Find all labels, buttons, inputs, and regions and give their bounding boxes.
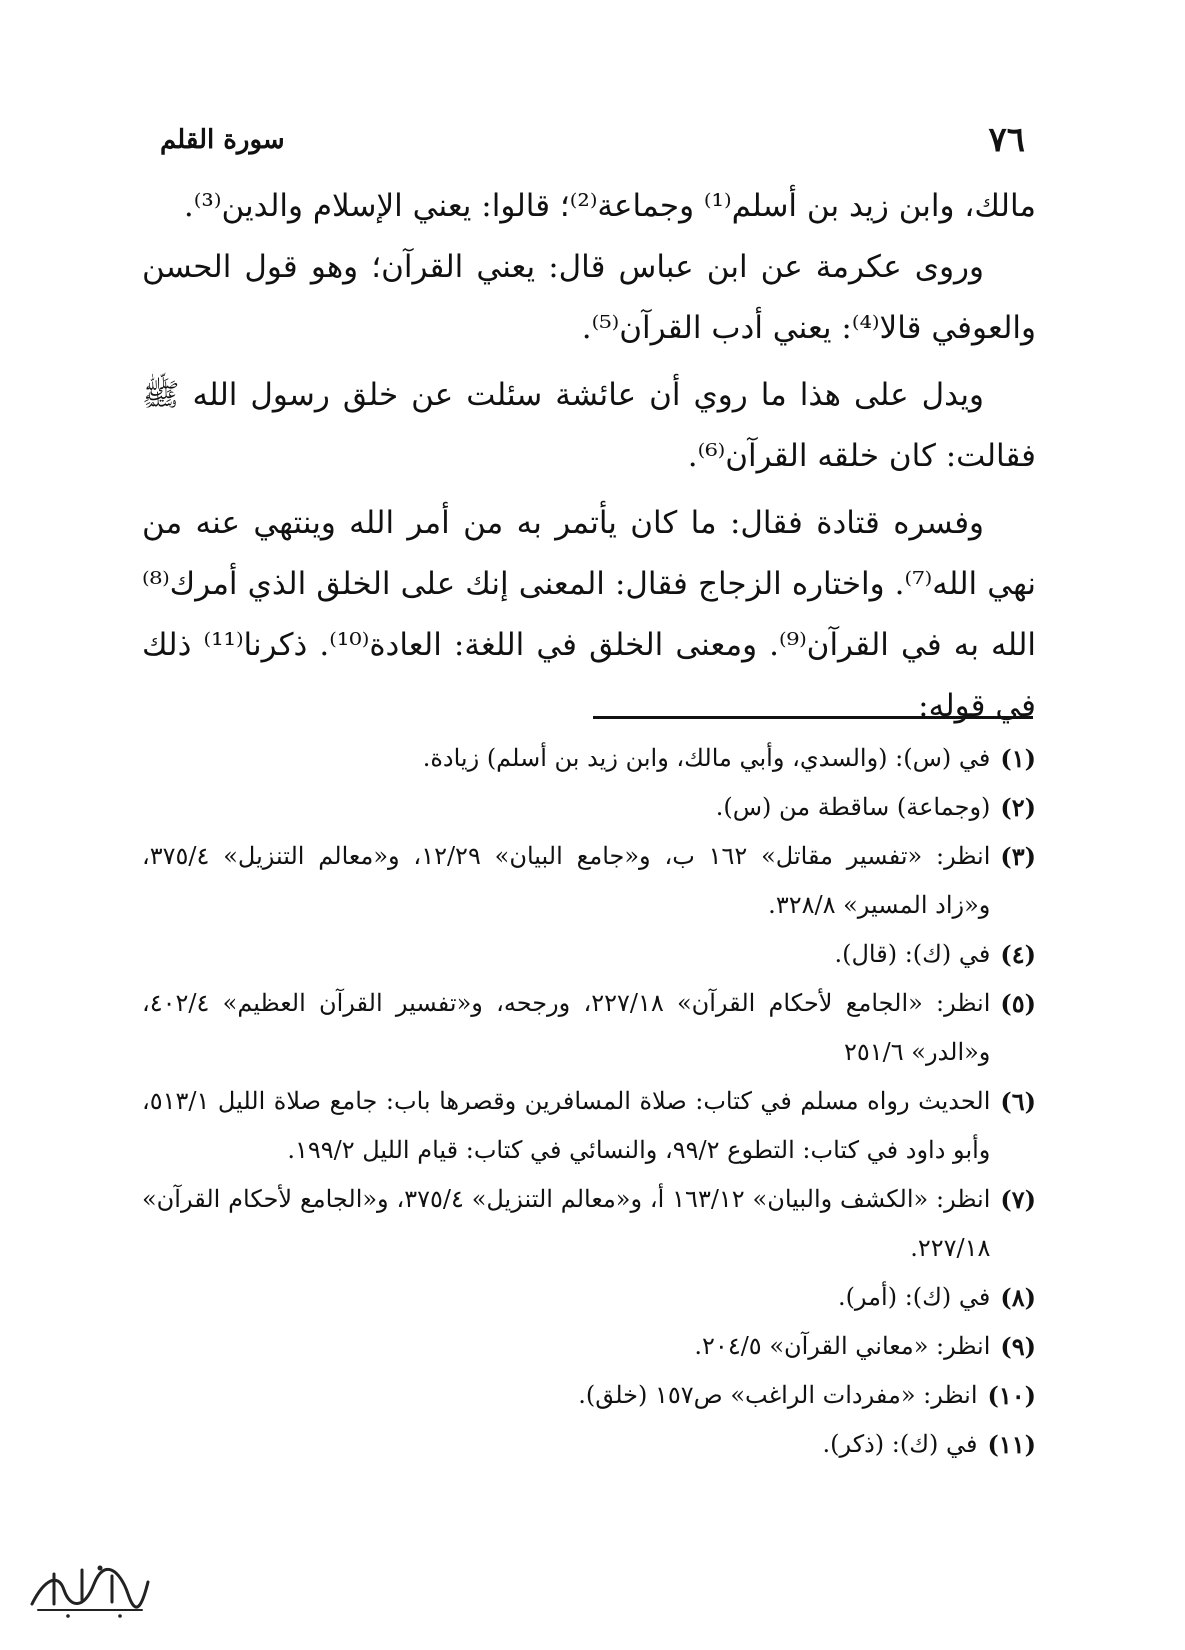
footnote-text: انظر: «الكشف والبيان» ١٦٣/١٢ أ، و«معالم التنزيل» ٣٧٥/٤، و«الجامع لأحكام القرآن» ٢٢٧/١٨. [142, 1185, 991, 1262]
footnote-number: (٩) [1000, 1332, 1036, 1361]
footnote-text: في (ك): (أمر). [837, 1283, 991, 1311]
footnote [142, 1175, 1036, 1273]
footnotes [142, 734, 1036, 1469]
paragraph: وفسره قتادة فقال: ما كان يأتمر به من أمر الله وينتهي عنه من نهي الله⁽⁷⁾. واختاره الزجاج فقال: المعنى إنك على الخلق الذي أمرك⁽⁸⁾ الله به في القرآن⁽⁹⁾. ومعنى الخلق في اللغة: العادة⁽¹⁰⁾. ذكرنا⁽¹¹⁾ ذلك في قوله: [142, 505, 1036, 724]
main-text [142, 176, 1036, 737]
footnote-divider [593, 716, 1033, 719]
footnote [142, 1273, 1036, 1322]
footnote-number: (٤) [1000, 940, 1036, 969]
footnote [142, 1371, 1036, 1420]
footnote [142, 1420, 1036, 1469]
footnote-number: (٣) [1000, 842, 1036, 871]
paragraph: ويدل على هذا ما روي أن عائشة سئلت عن خلق رسول الله ﷺ فقالت: كان خلقه القرآن⁽⁶⁾. [142, 377, 1036, 474]
footnote-text: انظر: «مفردات الراغب» ص١٥٧ (خلق). [578, 1381, 978, 1409]
surah-title: سورة القلم [160, 125, 285, 155]
page-header [160, 110, 1025, 170]
footnote-text: انظر: «الجامع لأحكام القرآن» ٢٢٧/١٨، ورجحه، و«تفسير القرآن العظيم» ٤٠٢/٤، و«الدر» ٢٥١/٦ [142, 989, 991, 1066]
page-number: ٧٦ [988, 120, 1025, 160]
footnote-number: (٢) [1000, 793, 1036, 822]
footnote-number: (١١) [987, 1430, 1036, 1459]
footnote-number: (٧) [1000, 1185, 1036, 1214]
footnote-number: (١) [1000, 744, 1036, 773]
footnote [142, 1077, 1036, 1175]
footnote-text: انظر: «تفسير مقاتل» ١٦٢ ب، و«جامع البيان» ١٢/٢٩، و«معالم التنزيل» ٣٧٥/٤، و«زاد المسير» ٣٢٨/٨. [142, 842, 991, 919]
footnote-text: الحديث رواه مسلم في كتاب: صلاة المسافرين وقصرها باب: جامع صلاة الليل ٥١٣/١، وأبو داود في كتاب: التطوع ٩٩/٢، والنسائي في كتاب: قيام الليل ١٩٩/٢. [142, 1087, 991, 1164]
footnote-text: (وجماعة) ساقطة من (س). [715, 793, 991, 821]
paragraph: وروى عكرمة عن ابن عباس قال: يعني القرآن؛ وهو قول الحسن والعوفي قالا⁽⁴⁾: يعني أدب القرآن⁽⁵⁾. [142, 249, 1036, 346]
footnote [142, 930, 1036, 979]
footnote-text: في (ك): (قال). [834, 940, 991, 968]
footnote [142, 979, 1036, 1077]
footnote [142, 832, 1036, 930]
footnote-text: انظر: «معاني القرآن» ٢٠٤/٥. [694, 1332, 991, 1360]
footnote [142, 783, 1036, 832]
paragraph: مالك، وابن زيد بن أسلم⁽¹⁾ وجماعة⁽²⁾؛ قالوا: يعني الإسلام والدين⁽³⁾. [183, 188, 1036, 224]
footnote-number: (٥) [1000, 989, 1036, 1018]
footnote-number: (٨) [1000, 1283, 1036, 1312]
footnote-number: (٦) [1000, 1087, 1036, 1116]
footnote [142, 734, 1036, 783]
footnote [142, 1322, 1036, 1371]
footnote-text: في (س): (والسدي، وأبي مالك، وابن زيد بن أسلم) زيادة. [422, 744, 991, 772]
footnote-number: (١٠) [987, 1381, 1036, 1410]
footnote-text: في (ك): (ذكر). [822, 1430, 978, 1458]
calligraphy-logo [24, 1560, 154, 1620]
